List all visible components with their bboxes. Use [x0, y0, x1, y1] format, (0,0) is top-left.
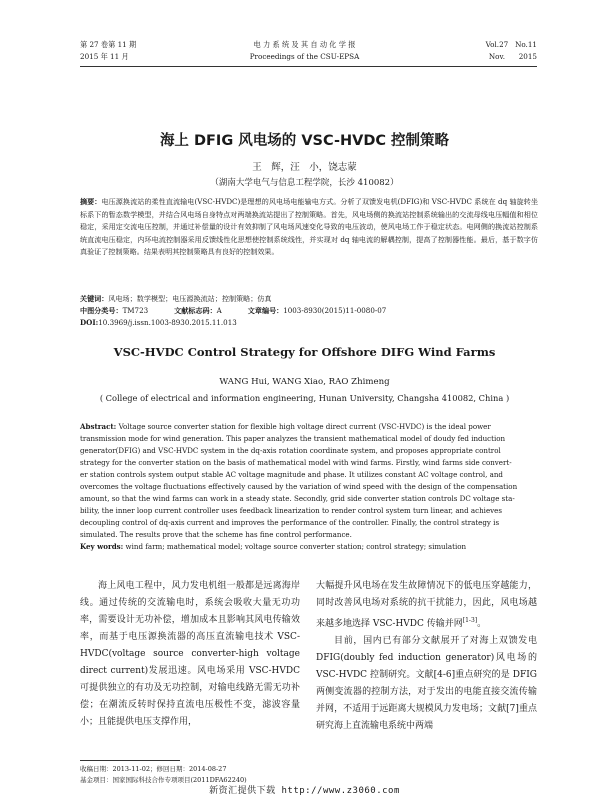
footnote-rule — [80, 760, 180, 761]
doc-code-value: A — [216, 306, 222, 315]
citation-ref: [1-3] — [462, 617, 478, 624]
journal-name-en: Proceedings of the CSU-EPSA — [249, 52, 360, 61]
volume-issue-en: Vol.27 No.11 — [485, 40, 537, 49]
date-en: Nov. 2015 — [488, 52, 537, 61]
abstract-cn-text: 电压源换流站的柔性直流输电(VSC-HVDC)是理想的风电场电能输电方式。分析了双馈发电机(DFIG)和 VSC-HVDC 系统在 dq 轴旋转坐标系下的暂态数学模型，并结合风电场自身特点对两端换流站提出了控制策略。首先，风电场侧的换流站控制系统输出的交流母线电压幅值和相位稳定，采用定交流电压控制，并通过补偿量的设计有效抑制了风电场风速变化导致的电压波动，使风电场工作于稳定状态。电网侧的换流站控制系统直流电压稳定，内环电流控制器采用反馈线性化思想使控制系统线性，并实现对 dq 轴电流的解耦控制，提高了控制器性能。最后，基于数字仿真验证了控制策略。结果表明其控制策略具有良好的控制效果。 — [80, 197, 539, 257]
doi-label: DOI: — [80, 318, 99, 327]
body-paragraph: 大幅提升风电场在发生故障情况下的低电压穿越能力，同时改善风电场对系统的抗干扰能力，因此，风电场越来越多地选择 VSC-HVDC 传输并网[1-3]。 — [316, 581, 537, 629]
fund-project: 基金项目：国家国际科技合作专项项目(2011DFA62240) — [80, 776, 247, 784]
body-paragraph: 目前，国内已有部分文献展开了对海上双馈发电 DFIG(doubly fed induction generator)风电场的 VSC-HVDC 控制研究。文献[4-6]重点研究的是 DFIG 两侧变流器的控制方法，对于发出的电能直接交流传输并网，不适用于远距离大规模风力发电场；文献[7]重点研究海上直流输电系统中两端 — [316, 636, 537, 731]
abstract-cn-label: 摘要： — [80, 197, 102, 206]
abstract-en-line: er station controls system output stable AC voltage magnitude and phase. It utilizes constant AC voltage control, and — [80, 470, 503, 479]
volume-issue-cn: 第 27 卷第 11 期 — [80, 40, 137, 49]
received-date: 收稿日期：2013-11-02；修回日期：2014-08-27 — [80, 765, 227, 773]
affiliation-en: ( College of electrical and information engineering, Hunan University, Changsha 410082, China ) — [99, 393, 510, 403]
doi — [80, 317, 538, 330]
article-no-value: 1003-8930(2015)11-0080-07 — [283, 306, 387, 315]
keywords-cn — [80, 293, 538, 306]
body-column-left — [80, 578, 300, 731]
abstract-en-line: decoupling control of dq-axis current and improves the performance of the controller. Finally, the control strategy is — [80, 518, 500, 527]
doi-value: 10.3969/j.issn.1003-8930.2015.11.013 — [98, 318, 237, 327]
authors-cn: 王 辉，汪 小，饶志蒙 — [252, 162, 357, 173]
abstract-en-line: transmission mode for wind generation. This paper analyzes the transient mathematical model of doudy fed induction — [80, 434, 506, 443]
download-watermark: 新资汇提供下载 http://www.z3060.com — [209, 786, 400, 796]
keywords-en — [80, 541, 466, 554]
abstract-en-line: strategy for the converter station on the basis of mathematical model with wind farms. Firstly, wind farms side convert- — [80, 458, 512, 467]
abstract-cn — [80, 196, 538, 259]
date-cn: 2015 年 11 月 — [80, 52, 129, 61]
title-en: VSC-HVDC Control Strategy for Offshore DIFG Wind Farms — [113, 345, 496, 359]
classification-cn — [80, 305, 538, 318]
abstract-en-line: bility, the inner loop current controller uses feedback linearization to render control system turn linear, and achieves — [80, 506, 502, 515]
keywords-en-text: wind farm; mathematical model; voltage source converter station; control strategy; simulation — [125, 542, 467, 551]
abstract-en-line: overcomes the voltage fluctuations effectively caused by the variation of wind speed with the design of the compensation — [80, 482, 518, 491]
abstract-en-line: amount, so that the wind farms can work in a steady state. Secondly, grid side converter station controls DC voltage sta- — [80, 494, 515, 503]
header-rule — [80, 66, 537, 67]
abstract-en-line: simulated. The results prove that the scheme has fine control performance. — [80, 530, 352, 539]
journal-name-cn: 电 力 系 统 及 其 自 动 化 学 报 — [253, 40, 356, 49]
article-no-label: 文章编号： — [247, 306, 284, 315]
keywords-cn-label: 关键词： — [80, 294, 109, 303]
body-paragraph: 海上风电工程中，风力发电机组一般都是远离海岸线。通过传统的交流输电时，系统会吸收大量无功功率，需要设计无功补偿，增加成本且影响其风电传输效率，而基于电压源换流器的高压直流输电技术 VSC-HVDC(voltage source converter-high voltage direct current)发展迅速。风电场采用 VSC-HVDC 可提供独立的有功及无功控制，对输电线路无需无功补偿；在潮流反转时保持直流电压极性不变，滤波容量小；且能提供电压支撑作用， — [80, 581, 300, 727]
clc-value: TM723 — [122, 306, 149, 315]
keywords-cn-text: 风电场；数学模型；电压源换流站；控制策略；仿真 — [108, 294, 272, 303]
doc-code-label: 文献标志码： — [174, 306, 217, 315]
abstract-en-line: generator(DFIG) and VSC-HVDC system in the dq-axis rotation coordinate system, and proposes appropriate control — [80, 446, 501, 455]
abstract-en-line: Abstract: Voltage source converter station for flexible high voltage direct current (VSC-HVDC) is the ideal power — [80, 422, 491, 431]
body-column-right — [316, 578, 537, 735]
keywords-en-label: Key words: — [80, 542, 124, 551]
abstract-en-label: Abstract: — [80, 422, 117, 431]
clc-label: 中图分类号： — [80, 306, 123, 315]
affiliation-cn: （湖南大学电气与信息工程学院，长沙 410082） — [210, 178, 399, 188]
authors-en: WANG Hui, WANG Xiao, RAO Zhimeng — [219, 377, 390, 387]
title-cn: 海上 DFIG 风电场的 VSC-HVDC 控制策略 — [159, 133, 450, 149]
